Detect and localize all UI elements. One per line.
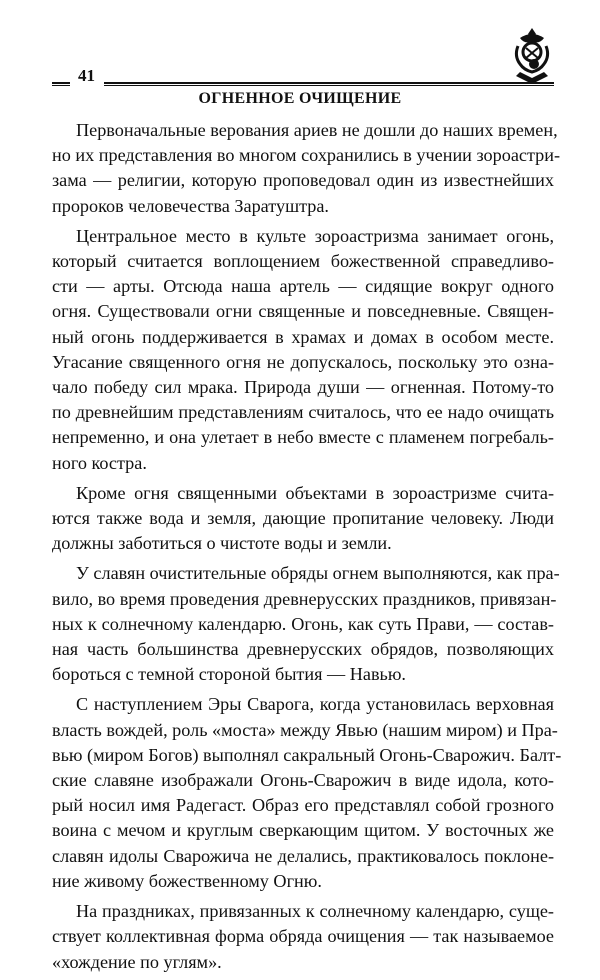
text-line: С наступлением Эры Сварога, когда установилась верховная	[76, 694, 554, 715]
text-line: «хождение по углям».	[52, 951, 222, 972]
text-line: который считается воплощением божественной справедливо-	[52, 251, 554, 272]
celtic-knot-ornament-icon	[510, 26, 554, 86]
header-rule-left	[52, 82, 70, 86]
text-line: ются также вода и земля, дающие пропитание человеку. Люди	[52, 508, 554, 529]
text-line: пророков человечества Заратуштра.	[52, 195, 329, 216]
text-line: сти — арты. Отсюда наша артель — сидящие вокруг одного	[52, 276, 554, 297]
text-line: У славян очистительные обряды огнем выполняются, как пра-	[76, 563, 560, 584]
text-line: но их представления во многом сохранились в учении зороастри-	[52, 145, 561, 166]
paragraph-4	[52, 561, 560, 687]
running-header	[52, 66, 554, 86]
text-line: славян идолы Сварожича не делались, практиковалось поклоне-	[52, 845, 554, 866]
text-line: рый носил имя Радегаст. Образ его представлял собой грозного	[52, 795, 554, 816]
text-line: воина с мечом и круглым сверкающим щитом. У восточных же	[52, 820, 554, 841]
paragraph-5	[52, 692, 562, 894]
text-line: ная часть большинства древнерусских обрядов, позволяющих	[52, 639, 554, 660]
text-line: чало победу сил мрака. Природа души — огненная. Потому-то	[52, 377, 554, 398]
text-line: вило, во время проведения древнерусских праздников, привязан-	[52, 588, 557, 609]
text-line: ствует коллективная форма обряда очищения — так называемое	[52, 926, 554, 947]
text-line: непременно, и она улетает в небо вместе с пламенем погребаль-	[52, 427, 554, 448]
text-line: власть вождей, роль «моста» между Явью (нашим миром) и Пра-	[52, 719, 558, 740]
text-line: ние живому божественному Огню.	[52, 870, 322, 891]
header-rule-right	[104, 82, 554, 86]
text-line: вью (миром Богов) выполнял сакральный Огонь-Сварожич. Балт-	[52, 744, 562, 765]
chapter-title: ОГНЕННОЕ ОЧИЩЕНИЕ	[198, 90, 402, 107]
text-line: бороться с темной стороной бытия — Навью.	[52, 664, 406, 685]
text-line: ных к солнечному календарю. Огонь, как суть Прави, — состав-	[52, 613, 554, 634]
page-number: 41	[78, 66, 95, 85]
text-line: должны заботиться о чистоте воды и земли.	[52, 533, 392, 554]
body-text	[52, 118, 562, 980]
paragraph-2	[52, 224, 554, 476]
text-line: огня. Существовали огни священные и повседневные. Священ-	[52, 301, 554, 322]
text-line: ный огонь поддерживается в храмах и домах в особом месте.	[52, 326, 554, 347]
text-line: зама — религии, которую проповедовал один из известнейших	[52, 170, 554, 191]
paragraph-3	[52, 481, 554, 557]
text-line: На праздниках, привязанных к солнечному календарю, суще-	[76, 901, 554, 922]
text-line: Первоначальные верования ариев не дошли до наших времен,	[76, 120, 558, 140]
text-line: ские славяне изображали Огонь-Сварожич в виде идола, кото-	[52, 770, 554, 791]
text-line: по древнейшим представлениям считалось, что ее надо очищать	[52, 402, 554, 423]
text-line: Центральное место в культе зороастризма занимает огонь,	[76, 225, 554, 246]
text-line: ного костра.	[52, 452, 147, 473]
paragraph-6	[52, 899, 554, 975]
paragraph-1	[52, 118, 561, 219]
text-line: Угасание священного огня не допускалось, поскольку это озна-	[52, 351, 554, 372]
text-line: Кроме огня священными объектами в зороастризме счита-	[76, 482, 554, 503]
